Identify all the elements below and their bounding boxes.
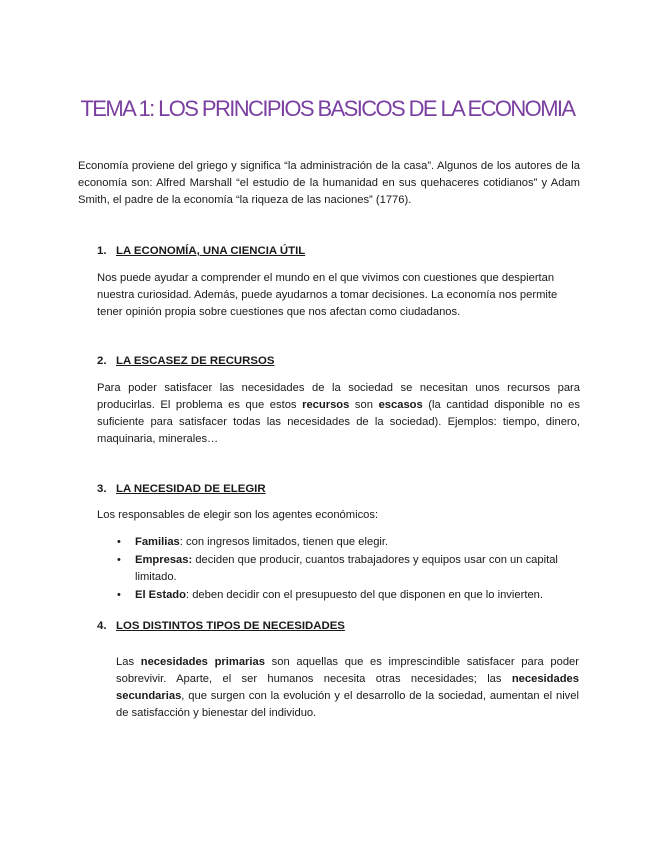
section-2-bold-recursos: recursos xyxy=(302,399,350,411)
section-4-bold-primarias: necesidades primarias xyxy=(140,656,265,668)
section-4-paragraph xyxy=(116,654,579,722)
section-4-text-a: Las xyxy=(116,656,141,668)
section-2-bold-escasos: escasos xyxy=(378,399,423,411)
section-4-number: 4. xyxy=(97,620,107,632)
section-4-text-c: , que surgen con la evolución y el desarrollo de la sociedad, aumentan el nivel de satisfacción y bienestar del individuo. xyxy=(116,690,579,719)
agents-bullet-list xyxy=(117,534,580,605)
bullet-term: Familias xyxy=(135,536,180,548)
section-2-text-c: (la cantidad disponible no es suficiente para satisfacer todas las necesidades de la sociedad). Ejemplos: tiempo, dinero, maquinaria, minerales… xyxy=(97,399,580,445)
section-2-heading xyxy=(97,355,274,367)
section-3-paragraph: Los responsables de elegir son los agentes económicos: xyxy=(97,509,379,521)
section-1-title: LA ECONOMÍA, UNA CIENCIA ÚTIL xyxy=(116,245,306,257)
section-1-paragraph: Nos puede ayudar a comprender el mundo en el que vivimos con cuestiones que despiertan nuestra curiosidad. Además, puede ayudarnos a tomar decisiones. La economía nos permite tener opinión propia sobre cuestiones que nos afectan como ciudadanos. xyxy=(97,272,558,318)
section-3-number: 3. xyxy=(97,483,107,495)
section-3-heading xyxy=(97,483,266,495)
list-item xyxy=(117,534,580,551)
list-item xyxy=(117,587,580,604)
intro-paragraph: Economía proviene del griego y significa “la administración de la casa”. Algunos de los autores de la economía son: Alfred Marshall “el estudio de la humanidad en sus quehaceres cotidianos” y Adam Smith, el padre de la economía “la riqueza de las naciones” (1776). xyxy=(78,160,580,206)
list-item xyxy=(117,552,580,586)
bullet-term: El Estado xyxy=(135,589,186,601)
section-1-heading xyxy=(97,245,305,257)
bullet-desc: deciden que producir, cuantos trabajadores y equipos usar con un capital limitado. xyxy=(135,554,558,583)
section-2-text-b: son xyxy=(349,399,379,411)
section-2-text-a: Para poder satisfacer las necesidades de la sociedad se necesitan unos recursos para producirlas. El problema es que estos xyxy=(97,382,580,411)
section-3-title: LA NECESIDAD DE ELEGIR xyxy=(116,483,266,495)
section-4-text-b: son aquellas que es imprescindible satisfacer para poder sobrevivir. Aparte, el ser humanos necesita otras necesidades; las xyxy=(116,656,579,685)
section-4-title: LOS DISTINTOS TIPOS DE NECESIDADES xyxy=(116,620,345,632)
bullet-icon: • xyxy=(117,554,121,566)
bullet-icon: • xyxy=(117,589,121,601)
section-4-heading xyxy=(97,620,345,632)
bullet-desc: : con ingresos limitados, tienen que elegir. xyxy=(179,536,389,548)
section-2-number: 2. xyxy=(97,355,107,367)
section-4-bold-secundarias: necesidades secundarias xyxy=(116,673,579,702)
page-title: TEMA 1: LOS PRINCIPIOS BASICOS DE LA ECONOMIA xyxy=(80,95,575,121)
section-2-paragraph xyxy=(97,380,580,448)
bullet-icon: • xyxy=(117,536,121,548)
bullet-desc: : deben decidir con el presupuesto del que disponen en que lo invierten. xyxy=(185,589,543,601)
section-1-number: 1. xyxy=(97,245,107,257)
section-2-title: LA ESCASEZ DE RECURSOS xyxy=(116,355,275,367)
bullet-term: Empresas: xyxy=(135,554,193,566)
